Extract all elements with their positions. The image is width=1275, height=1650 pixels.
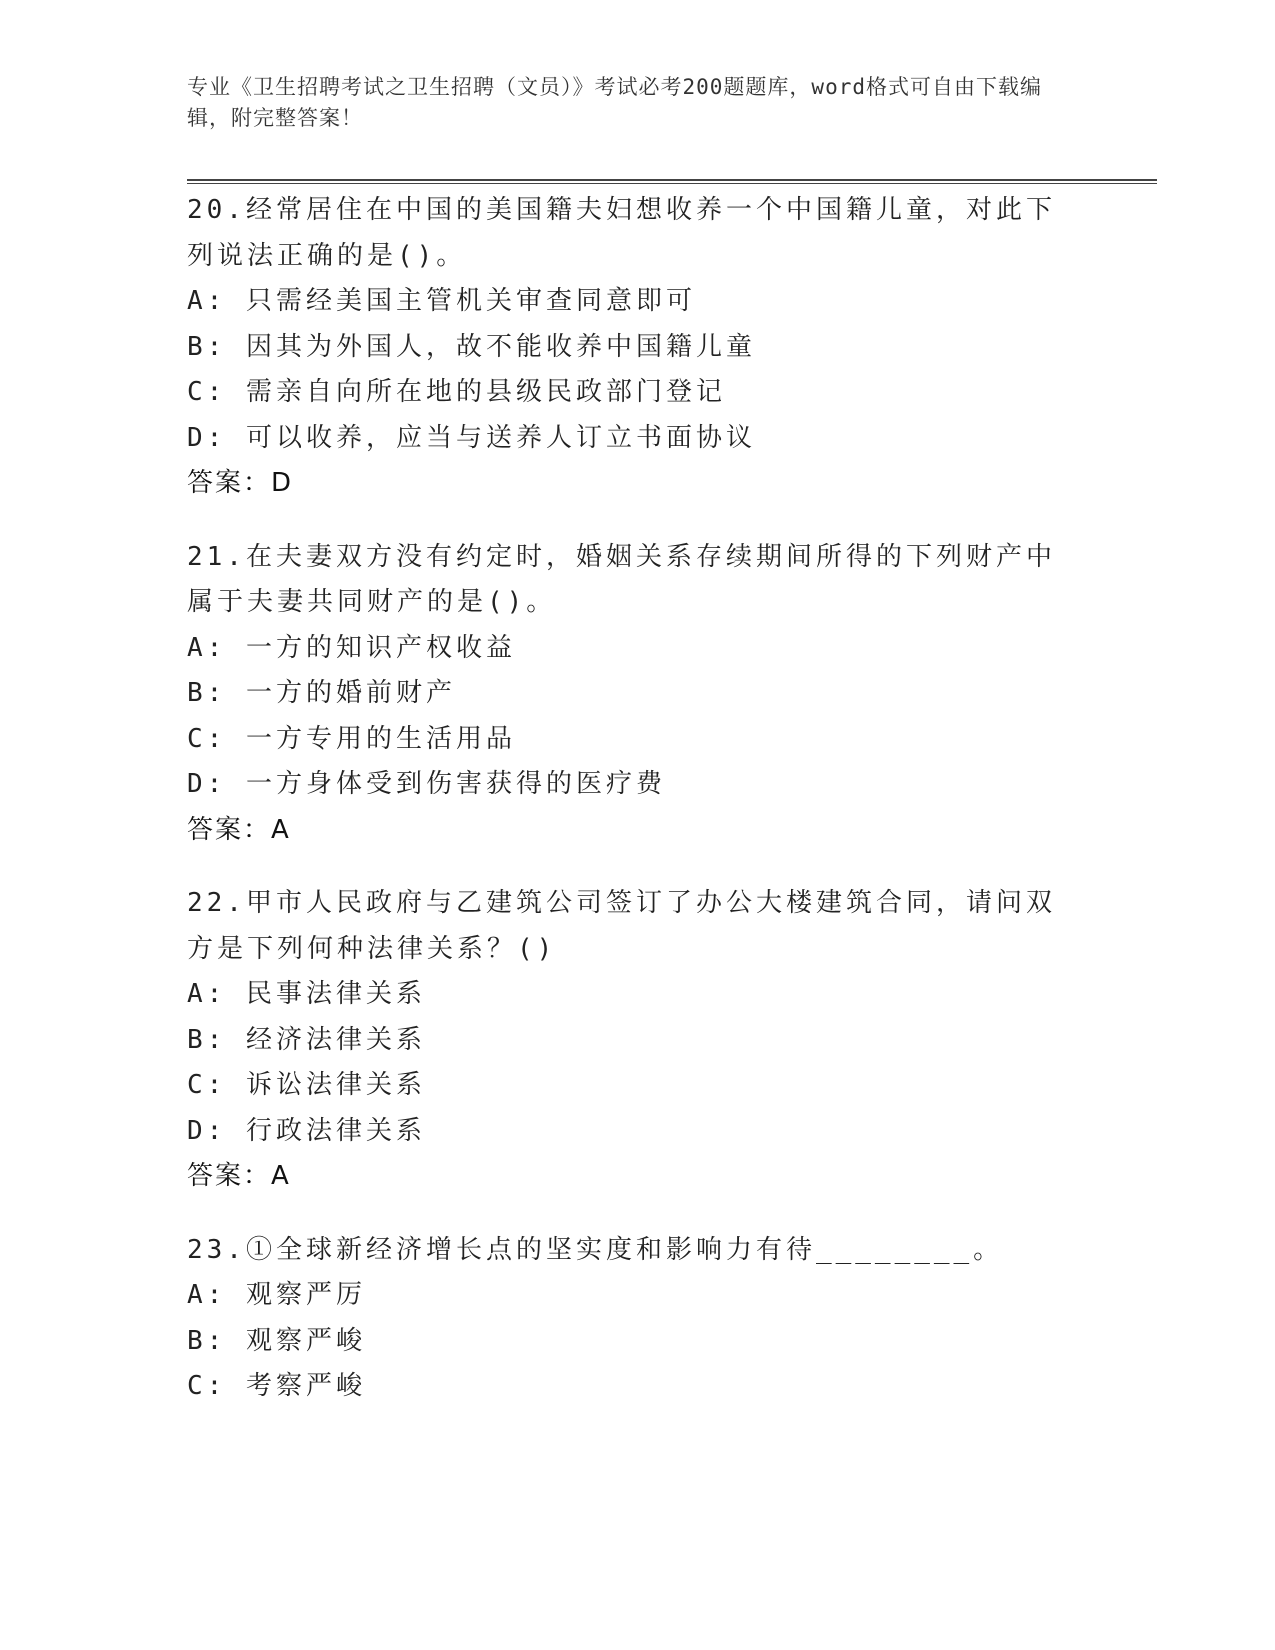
option-c: C: 考察严峻 <box>187 1371 366 1401</box>
document-header: 专业《卫生招聘考试之卫生招聘（文员）》考试必考200题题库，word格式可自由下载编辑，附完整答案！ <box>187 75 1042 130</box>
option-b: B: 一方的婚前财产 <box>187 678 456 708</box>
header-divider-thick <box>187 179 1157 181</box>
option-b: B: 观察严峻 <box>187 1325 366 1356</box>
option-b: B: 因其为外国人，故不能收养中国籍儿童 <box>187 331 756 362</box>
option-a: A: 民事法律关系 <box>187 979 426 1009</box>
question-stem: 20.经常居住在中国的美国籍夫妇想收养一个中国籍儿童，对此下列说法正确的是()。 <box>187 195 1056 271</box>
question-22 <box>187 881 1087 1200</box>
question-23 <box>187 1228 1087 1410</box>
option-c: C: 诉讼法律关系 <box>187 1070 426 1100</box>
option-a: A: 一方的知识产权收益 <box>187 632 516 663</box>
question-stem: 23.①全球新经济增长点的坚实度和影响力有待________。 <box>187 1234 1004 1265</box>
question-list <box>187 188 1087 1438</box>
question-20 <box>187 188 1087 507</box>
answer-line: 答案：A <box>187 1161 291 1191</box>
option-c: C: 一方专用的生活用品 <box>187 723 516 754</box>
answer-line: 答案：A <box>187 814 291 845</box>
header-divider-thin <box>187 183 1157 184</box>
option-a: A: 观察严厉 <box>187 1280 366 1310</box>
question-stem: 21.在夫妻双方没有约定时，婚姻关系存续期间所得的下列财产中属于夫妻共同财产的是()。 <box>187 541 1056 617</box>
option-a: A: 只需经美国主管机关审查同意即可 <box>187 286 696 316</box>
option-c: C: 需亲自向所在地的县级民政部门登记 <box>187 377 726 407</box>
question-stem: 22.甲市人民政府与乙建筑公司签订了办公大楼建筑合同，请问双方是下列何种法律关系？() <box>187 888 1056 964</box>
option-d: D: 行政法律关系 <box>187 1115 426 1146</box>
option-d: D: 可以收养，应当与送养人订立书面协议 <box>187 422 756 453</box>
option-b: B: 经济法律关系 <box>187 1024 426 1055</box>
option-d: D: 一方身体受到伤害获得的医疗费 <box>187 769 666 799</box>
answer-line: 答案：D <box>187 468 294 498</box>
question-21 <box>187 535 1087 854</box>
